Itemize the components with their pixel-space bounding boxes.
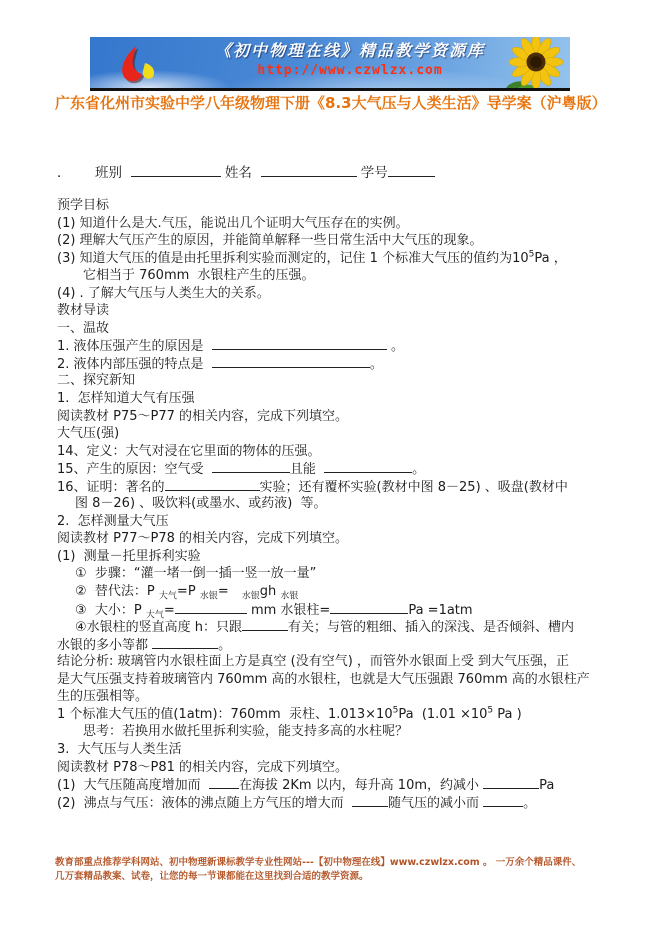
doc-line: 二、探究新知 bbox=[57, 373, 136, 389]
doc-line: 1. 怎样知道大气有压强 bbox=[57, 391, 195, 407]
fill-in-blank bbox=[212, 355, 370, 368]
fill-in-blank bbox=[212, 337, 387, 350]
doc-line: (4) . 了解大气压与人类生大的关系。 bbox=[57, 285, 270, 301]
footer-line-2: 几万套精品教案、试卷，让您的每一节课都能在这里找到合适的教学资源。 bbox=[55, 871, 369, 882]
doc-line: 阅读教材 P78～P81 的相关内容，完成下列填空。 bbox=[57, 759, 349, 775]
doc-line: (1) 知道什么是大.气压，能说出几个证明大气压存在的实例。 bbox=[57, 215, 409, 231]
doc-line: 思考：若换用水做托里拆利实验，能支持多高的水柱呢？ bbox=[83, 724, 409, 740]
fill-in-blank bbox=[483, 794, 523, 807]
fill-in-blank bbox=[261, 164, 357, 177]
fill-in-blank bbox=[242, 618, 288, 631]
doc-line: (2) 理解大气压产生的原因，并能简单解释一些日常生活中大气压的现象。 bbox=[57, 233, 483, 249]
doc-line: 教材导读 bbox=[57, 303, 110, 319]
fill-in-blank bbox=[483, 776, 539, 789]
doc-line: (2) 沸点与气压：液体的沸点随上方气压的增大而 随气压的减小而 。 bbox=[57, 795, 537, 811]
fill-in-blank bbox=[152, 636, 218, 649]
sunflower-icon bbox=[502, 37, 566, 91]
doc-line: (1) 测量－托里拆利实验 bbox=[57, 548, 201, 564]
fill-in-blank bbox=[330, 601, 408, 614]
doc-line: 结论分析: 玻璃管内水银柱面上方是真空 (没有空气) ，而管外水银面上受 到大气压强，正 bbox=[57, 654, 570, 670]
doc-line: (1) 大气压随高度增加而 在海拔 2Km 以内，每升高 10m，约减小 Pa bbox=[57, 778, 555, 794]
doc-line: 1 个标准大气压的值(1atm)：760mm 汞柱、$1.013\times 10^5Pa$ ($1.01 \times 10^5$ Pa ) bbox=[57, 705, 522, 722]
site-url[interactable]: http://www.czwlzx.com bbox=[257, 63, 443, 78]
doc-title: 广东省化州市实验中学八年级物理下册《8.3大气压与人类生活》导学案（沪粤版） bbox=[55, 94, 607, 112]
doc-line: 2. 液体内部压强的特点是 。 bbox=[57, 356, 383, 372]
doc-line: 图 8－26) 、吸饮料(或墨水、或药液) 等。 bbox=[75, 496, 327, 512]
fill-in-blank bbox=[209, 776, 239, 789]
fill-in-blank bbox=[212, 460, 290, 473]
student-info-row: ． 班别 姓名 学号 bbox=[57, 161, 609, 181]
flame-logo-icon bbox=[114, 43, 160, 85]
fill-in-blank bbox=[165, 478, 260, 491]
banner-text bbox=[200, 40, 500, 79]
fill-in-blank bbox=[388, 164, 435, 177]
doc-line: ③ 大小：P $_{大气}$= mm 水银柱= Pa =1atm bbox=[75, 602, 473, 621]
site-title: 《初中物理在线》精品教学资源库 bbox=[214, 41, 485, 60]
doc-line: 是大气压强支持着玻璃管内 760mm 高的水银柱，也就是大气压强跟 760mm 高的水银柱产 bbox=[57, 671, 590, 687]
doc-line: 一、温故 bbox=[57, 320, 110, 336]
doc-body bbox=[57, 197, 617, 811]
doc-line: 大气压(强) bbox=[57, 426, 120, 442]
doc-line: ① 步骤：“灌一堵一倒一插一竖一放一量” bbox=[75, 566, 317, 582]
doc-line: ④水银柱的竖直高度 h：只跟 有关；与管的粗细、插入的深浅、是否倾斜、槽内 bbox=[75, 620, 575, 636]
doc-line: 1. 液体压强产生的原因是 。 bbox=[57, 339, 404, 355]
doc-line: 2. 怎样测量大气压 bbox=[57, 513, 169, 529]
doc-line: 16、证明：著名的 实验；还有覆杯实验(教材中图 8－25) 、吸盘(教材中 bbox=[57, 479, 568, 495]
fill-in-blank bbox=[352, 794, 388, 807]
doc-line: 阅读教材 P75～P77 的相关内容，完成下列填空。 bbox=[57, 408, 349, 424]
doc-line: 生的压强相等。 bbox=[57, 689, 149, 705]
doc-line: (3) 知道大气压的值是由托里拆利实验而测定的，记住 1 个标准大气压的值约为$10^5Pa$ ， bbox=[57, 249, 567, 266]
fill-in-blank bbox=[324, 460, 412, 473]
doc-line: 3. 大气压与人类生活 bbox=[57, 741, 182, 757]
site-banner bbox=[90, 37, 570, 91]
doc-line: 水银的多小等都 。 bbox=[57, 637, 232, 653]
footer-line-1: 教育部重点推荐学科网站、初中物理新课标教学专业性网站---【初中物理在线】www.czwlzx.com 。 一万余个精品课件、 bbox=[55, 857, 582, 868]
doc-line: 阅读教材 P77～P78 的相关内容，完成下列填空。 bbox=[57, 531, 349, 547]
doc-line: 14、定义：大气对浸在它里面的物体的压强。 bbox=[57, 443, 321, 459]
doc-line: 预学目标 bbox=[57, 198, 110, 213]
fill-in-blank bbox=[131, 164, 221, 177]
page-footer bbox=[55, 856, 625, 884]
doc-line: 它相当于 760mm 水银柱产生的压强。 bbox=[83, 268, 315, 284]
doc-line: ② 替代法：P $_{大气}$=P $_{水银}$= $_{水银}$gh $_{水银}$ bbox=[75, 584, 299, 602]
fill-in-blank bbox=[175, 601, 247, 614]
doc-line: 15、产生的原因：空气受 且能 。 bbox=[57, 462, 426, 478]
